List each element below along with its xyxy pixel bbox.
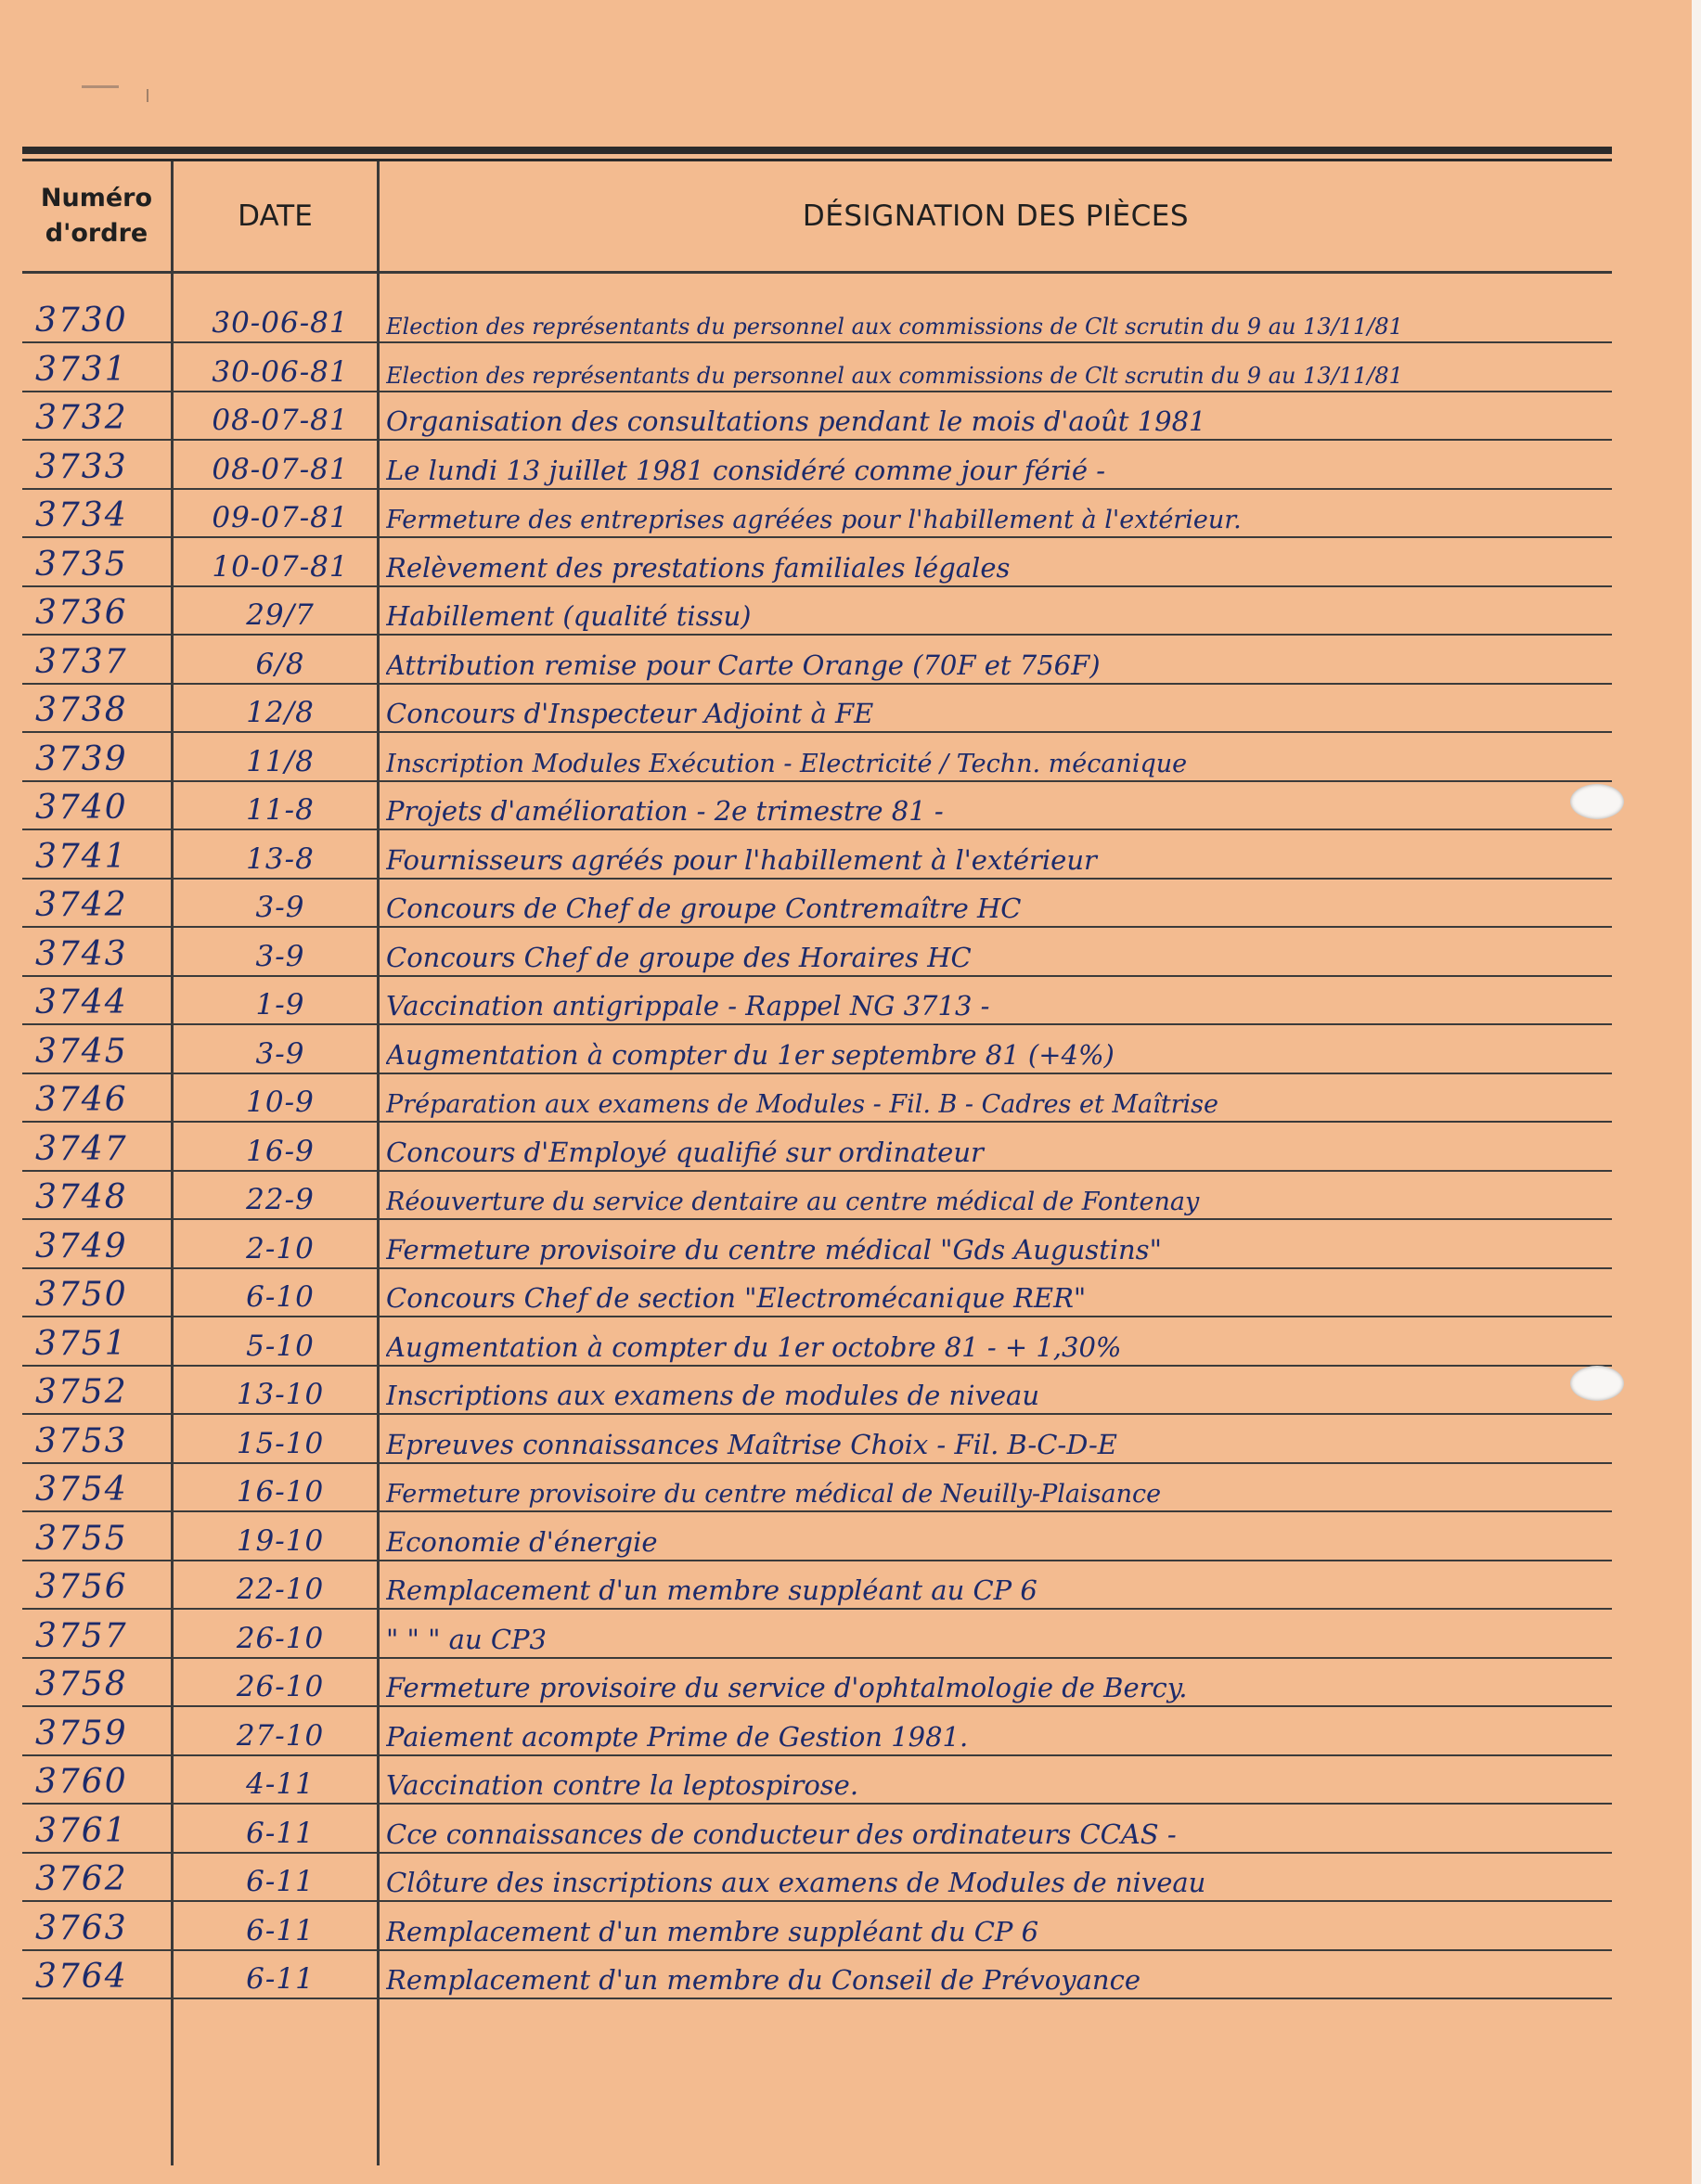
column-header-designation: DÉSIGNATION DES PIÈCES [802, 199, 1190, 233]
row-date: 6-11 [246, 1816, 315, 1850]
table-row [22, 1853, 1612, 1902]
row-date: 3-9 [255, 891, 305, 924]
table-row [22, 1512, 1612, 1561]
table-row [22, 1950, 1612, 1999]
table-row [22, 294, 1612, 343]
table-row [22, 636, 1612, 685]
row-numero: 3734 [35, 496, 128, 534]
table-row [22, 441, 1612, 490]
row-numero: 3753 [35, 1421, 128, 1460]
row-designation: Economie d'énergie [386, 1525, 658, 1558]
row-designation: Fermeture provisoire du service d'ophtalmologie de Bercy. [386, 1672, 1188, 1703]
table-row [22, 1268, 1612, 1317]
row-numero: 3744 [35, 983, 128, 1021]
table-row [22, 1025, 1612, 1074]
table-row [22, 684, 1612, 733]
row-designation: Relèvement des prestations familiales légales [386, 551, 1011, 584]
table-row [22, 1610, 1612, 1659]
row-date: 22-9 [246, 1183, 315, 1216]
row-numero: 3736 [35, 594, 128, 632]
table-row [22, 1755, 1612, 1805]
row-designation: Remplacement d'un membre suppléant au CP 6 [386, 1574, 1037, 1606]
row-designation: Paiement acompte Prime de Gestion 1981. [386, 1720, 969, 1753]
row-numero: 3738 [35, 691, 128, 729]
table-row [22, 879, 1612, 928]
row-date: 19-10 [236, 1523, 325, 1558]
row-date: 13-8 [246, 841, 315, 876]
table-row [22, 1707, 1612, 1756]
punch-hole [1570, 784, 1624, 819]
table-row [22, 733, 1612, 782]
table-row [22, 1561, 1612, 1610]
row-date: 4-11 [246, 1767, 315, 1801]
row-numero: 3742 [35, 886, 128, 924]
row-date: 08-07-81 [212, 452, 349, 486]
row-designation: Organisation des consultations pendant le mois d'août 1981 [386, 405, 1206, 437]
row-date: 3-9 [255, 1036, 305, 1071]
row-date: 3-9 [255, 939, 305, 973]
table-row [22, 1366, 1612, 1415]
table-row [22, 1220, 1612, 1269]
row-date: 10-9 [246, 1086, 315, 1119]
row-numero: 3754 [35, 1471, 128, 1509]
row-date: 16-9 [246, 1134, 315, 1168]
table-row [22, 343, 1612, 392]
row-date: 11-8 [246, 793, 315, 827]
row-numero: 3747 [35, 1129, 128, 1168]
row-date: 26-10 [236, 1621, 325, 1655]
row-designation: Concours Chef de groupe des Horaires HC [386, 941, 972, 973]
table-row [22, 1123, 1612, 1172]
row-designation: Habillement (qualité tissu) [386, 600, 752, 632]
table-row [22, 392, 1612, 441]
row-date: 6-10 [246, 1280, 315, 1314]
row-designation: Inscriptions aux examens de modules de niveau [386, 1380, 1040, 1411]
row-numero: 3743 [35, 934, 128, 973]
table-row [22, 830, 1612, 880]
table-row [22, 586, 1612, 636]
row-date: 16-10 [236, 1475, 325, 1509]
row-date: 26-10 [236, 1670, 325, 1703]
table-row [22, 1415, 1612, 1464]
table-row [22, 1171, 1612, 1220]
table-row [22, 1073, 1612, 1123]
row-designation: Concours d'Inspecteur Adjoint à FE [386, 698, 874, 729]
row-date: 6-11 [246, 1962, 315, 1996]
row-numero: 3750 [35, 1276, 128, 1314]
row-date: 09-07-81 [212, 501, 349, 534]
table-row [22, 489, 1612, 538]
table-row [22, 538, 1612, 587]
row-numero: 3741 [35, 837, 128, 876]
row-designation: Vaccination contre la leptospirose. [386, 1769, 859, 1801]
row-date: 6-11 [246, 1865, 315, 1898]
row-designation: Concours de Chef de groupe Contremaître HC [386, 893, 1022, 924]
row-numero: 3762 [35, 1860, 128, 1898]
row-designation: Le lundi 13 juillet 1981 considéré comme jour férié - [386, 454, 1105, 486]
row-numero: 3757 [35, 1616, 128, 1655]
row-date: 29/7 [246, 598, 315, 632]
row-date: 6/8 [255, 647, 305, 681]
row-date: 15-10 [236, 1426, 325, 1460]
row-numero: 3764 [35, 1958, 128, 1996]
row-date: 13-10 [236, 1378, 325, 1411]
row-designation: Cce connaissances de conducteur des ordinateurs CCAS - [386, 1818, 1177, 1850]
row-numero: 3759 [35, 1714, 128, 1753]
row-numero: 3752 [35, 1373, 128, 1411]
column-header-numero-line2: d'ordre [45, 219, 148, 248]
table-row [22, 1805, 1612, 1854]
row-numero: 3749 [35, 1227, 128, 1265]
row-designation: Concours Chef de section "Electromécanique RER" [386, 1282, 1087, 1314]
table-row [22, 1902, 1612, 1951]
row-numero: 3755 [35, 1519, 128, 1558]
row-numero: 3761 [35, 1811, 128, 1850]
table-row [22, 976, 1612, 1025]
row-numero: 3733 [35, 447, 128, 486]
row-designation: Inscription Modules Exécution - Electricité / Techn. mécanique [386, 749, 1188, 778]
row-numero: 3737 [35, 642, 128, 681]
table-row [22, 781, 1612, 830]
row-numero: 3739 [35, 739, 128, 778]
row-date: 10-07-81 [212, 549, 349, 584]
row-date: 08-07-81 [212, 404, 349, 437]
row-numero: 3745 [35, 1032, 128, 1071]
row-designation: Augmentation à compter du 1er octobre 81 - + 1,30% [386, 1330, 1122, 1363]
row-numero: 3748 [35, 1178, 128, 1216]
row-designation: Préparation aux examens de Modules - Fil. B - Cadres et Maîtrise [386, 1090, 1219, 1119]
row-designation: Attribution remise pour Carte Orange (70F et 756F) [386, 649, 1101, 681]
table-row [22, 1658, 1612, 1707]
row-numero: 3756 [35, 1568, 128, 1606]
row-numero: 3760 [35, 1763, 128, 1801]
row-date: 30-06-81 [212, 306, 349, 340]
row-numero: 3763 [35, 1908, 128, 1947]
row-designation: Fermeture provisoire du centre médical de Neuilly-Plaisance [386, 1480, 1162, 1509]
row-numero: 3735 [35, 545, 128, 584]
row-numero: 3751 [35, 1324, 128, 1363]
row-date: 22-10 [236, 1573, 325, 1606]
row-date: 1-9 [255, 988, 305, 1021]
row-date: 2-10 [246, 1231, 315, 1265]
row-designation: Election des représentants du personnel aux commissions de Clt scrutin du 9 au 13/11/81 [386, 314, 1403, 340]
row-date: 27-10 [236, 1718, 325, 1753]
row-numero: 3758 [35, 1665, 128, 1703]
row-numero: 3740 [35, 789, 128, 827]
table-row [22, 1463, 1612, 1512]
row-numero: 3731 [35, 350, 128, 389]
row-date: 6-11 [246, 1913, 315, 1947]
row-designation: Remplacement d'un membre suppléant du CP 6 [386, 1915, 1039, 1947]
row-designation: Projets d'amélioration - 2e trimestre 81 - [386, 795, 944, 827]
row-rule [22, 1998, 1612, 1999]
row-designation: Fermeture provisoire du centre médical "Gds Augustins" [386, 1233, 1162, 1265]
row-designation: Concours d'Employé qualifié sur ordinateur [386, 1136, 984, 1168]
row-designation: Clôture des inscriptions aux examens de Modules de niveau [386, 1867, 1206, 1898]
row-date: 30-06-81 [212, 354, 349, 389]
column-header-date: DATE [238, 199, 313, 233]
row-designation: Epreuves connaissances Maîtrise Choix - Fil. B-C-D-E [386, 1428, 1117, 1460]
row-designation: Fermeture des entreprises agréées pour l'habillement à l'extérieur. [386, 506, 1242, 534]
row-designation: Augmentation à compter du 1er septembre 81 (+4%) [386, 1038, 1115, 1071]
row-numero: 3732 [35, 399, 128, 437]
row-numero: 3730 [35, 302, 128, 340]
row-designation: Election des représentants du personnel aux commissions de Clt scrutin du 9 au 13/11/81 [386, 362, 1403, 389]
row-designation: Vaccination antigrippale - Rappel NG 3713 - [386, 990, 990, 1021]
row-designation: Remplacement d'un membre du Conseil de Prévoyance [386, 1964, 1140, 1996]
punch-hole [1570, 1366, 1624, 1401]
row-date: 5-10 [246, 1329, 315, 1363]
table-row [22, 1317, 1612, 1367]
table-row [22, 928, 1612, 977]
row-designation: Réouverture du service dentaire au centre médical de Fontenay [386, 1188, 1200, 1216]
row-date: 11/8 [246, 744, 315, 778]
row-numero: 3746 [35, 1081, 128, 1119]
row-date: 12/8 [246, 696, 315, 729]
column-header-numero-line1: Numéro [40, 184, 153, 212]
row-designation: Fournisseurs agréés pour l'habillement à l'extérieur [386, 843, 1097, 876]
row-designation: " " " au CP3 [386, 1623, 548, 1655]
